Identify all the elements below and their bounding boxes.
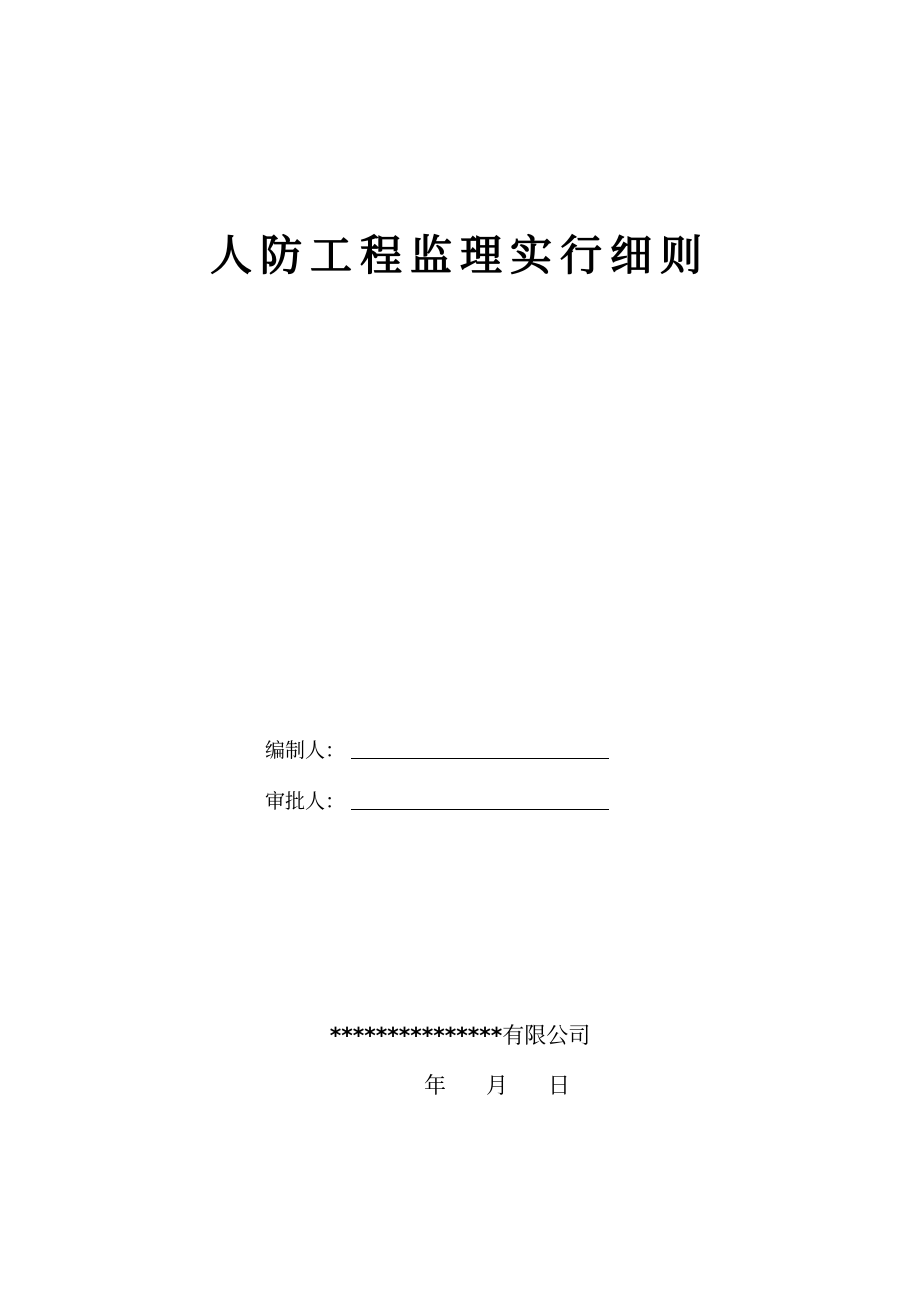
approver-label: 审批人： — [265, 789, 345, 813]
company-name-masked: *************** — [329, 1024, 503, 1049]
date-month-label: 月 — [486, 1074, 509, 1099]
approver-signature-row — [265, 784, 609, 814]
compiler-label: 编制人： — [265, 738, 345, 762]
date-year-label: 年 — [424, 1074, 447, 1099]
document-title: 人防工程监理实行细则 — [209, 231, 710, 280]
date-row — [424, 1072, 570, 1102]
company-name — [0, 1021, 920, 1053]
date-day-label: 日 — [548, 1074, 571, 1099]
company-name-suffix: 有限公司 — [502, 1024, 591, 1049]
approver-signature-line — [351, 809, 609, 810]
compiler-signature-row — [265, 733, 609, 763]
compiler-signature-line — [351, 758, 609, 759]
